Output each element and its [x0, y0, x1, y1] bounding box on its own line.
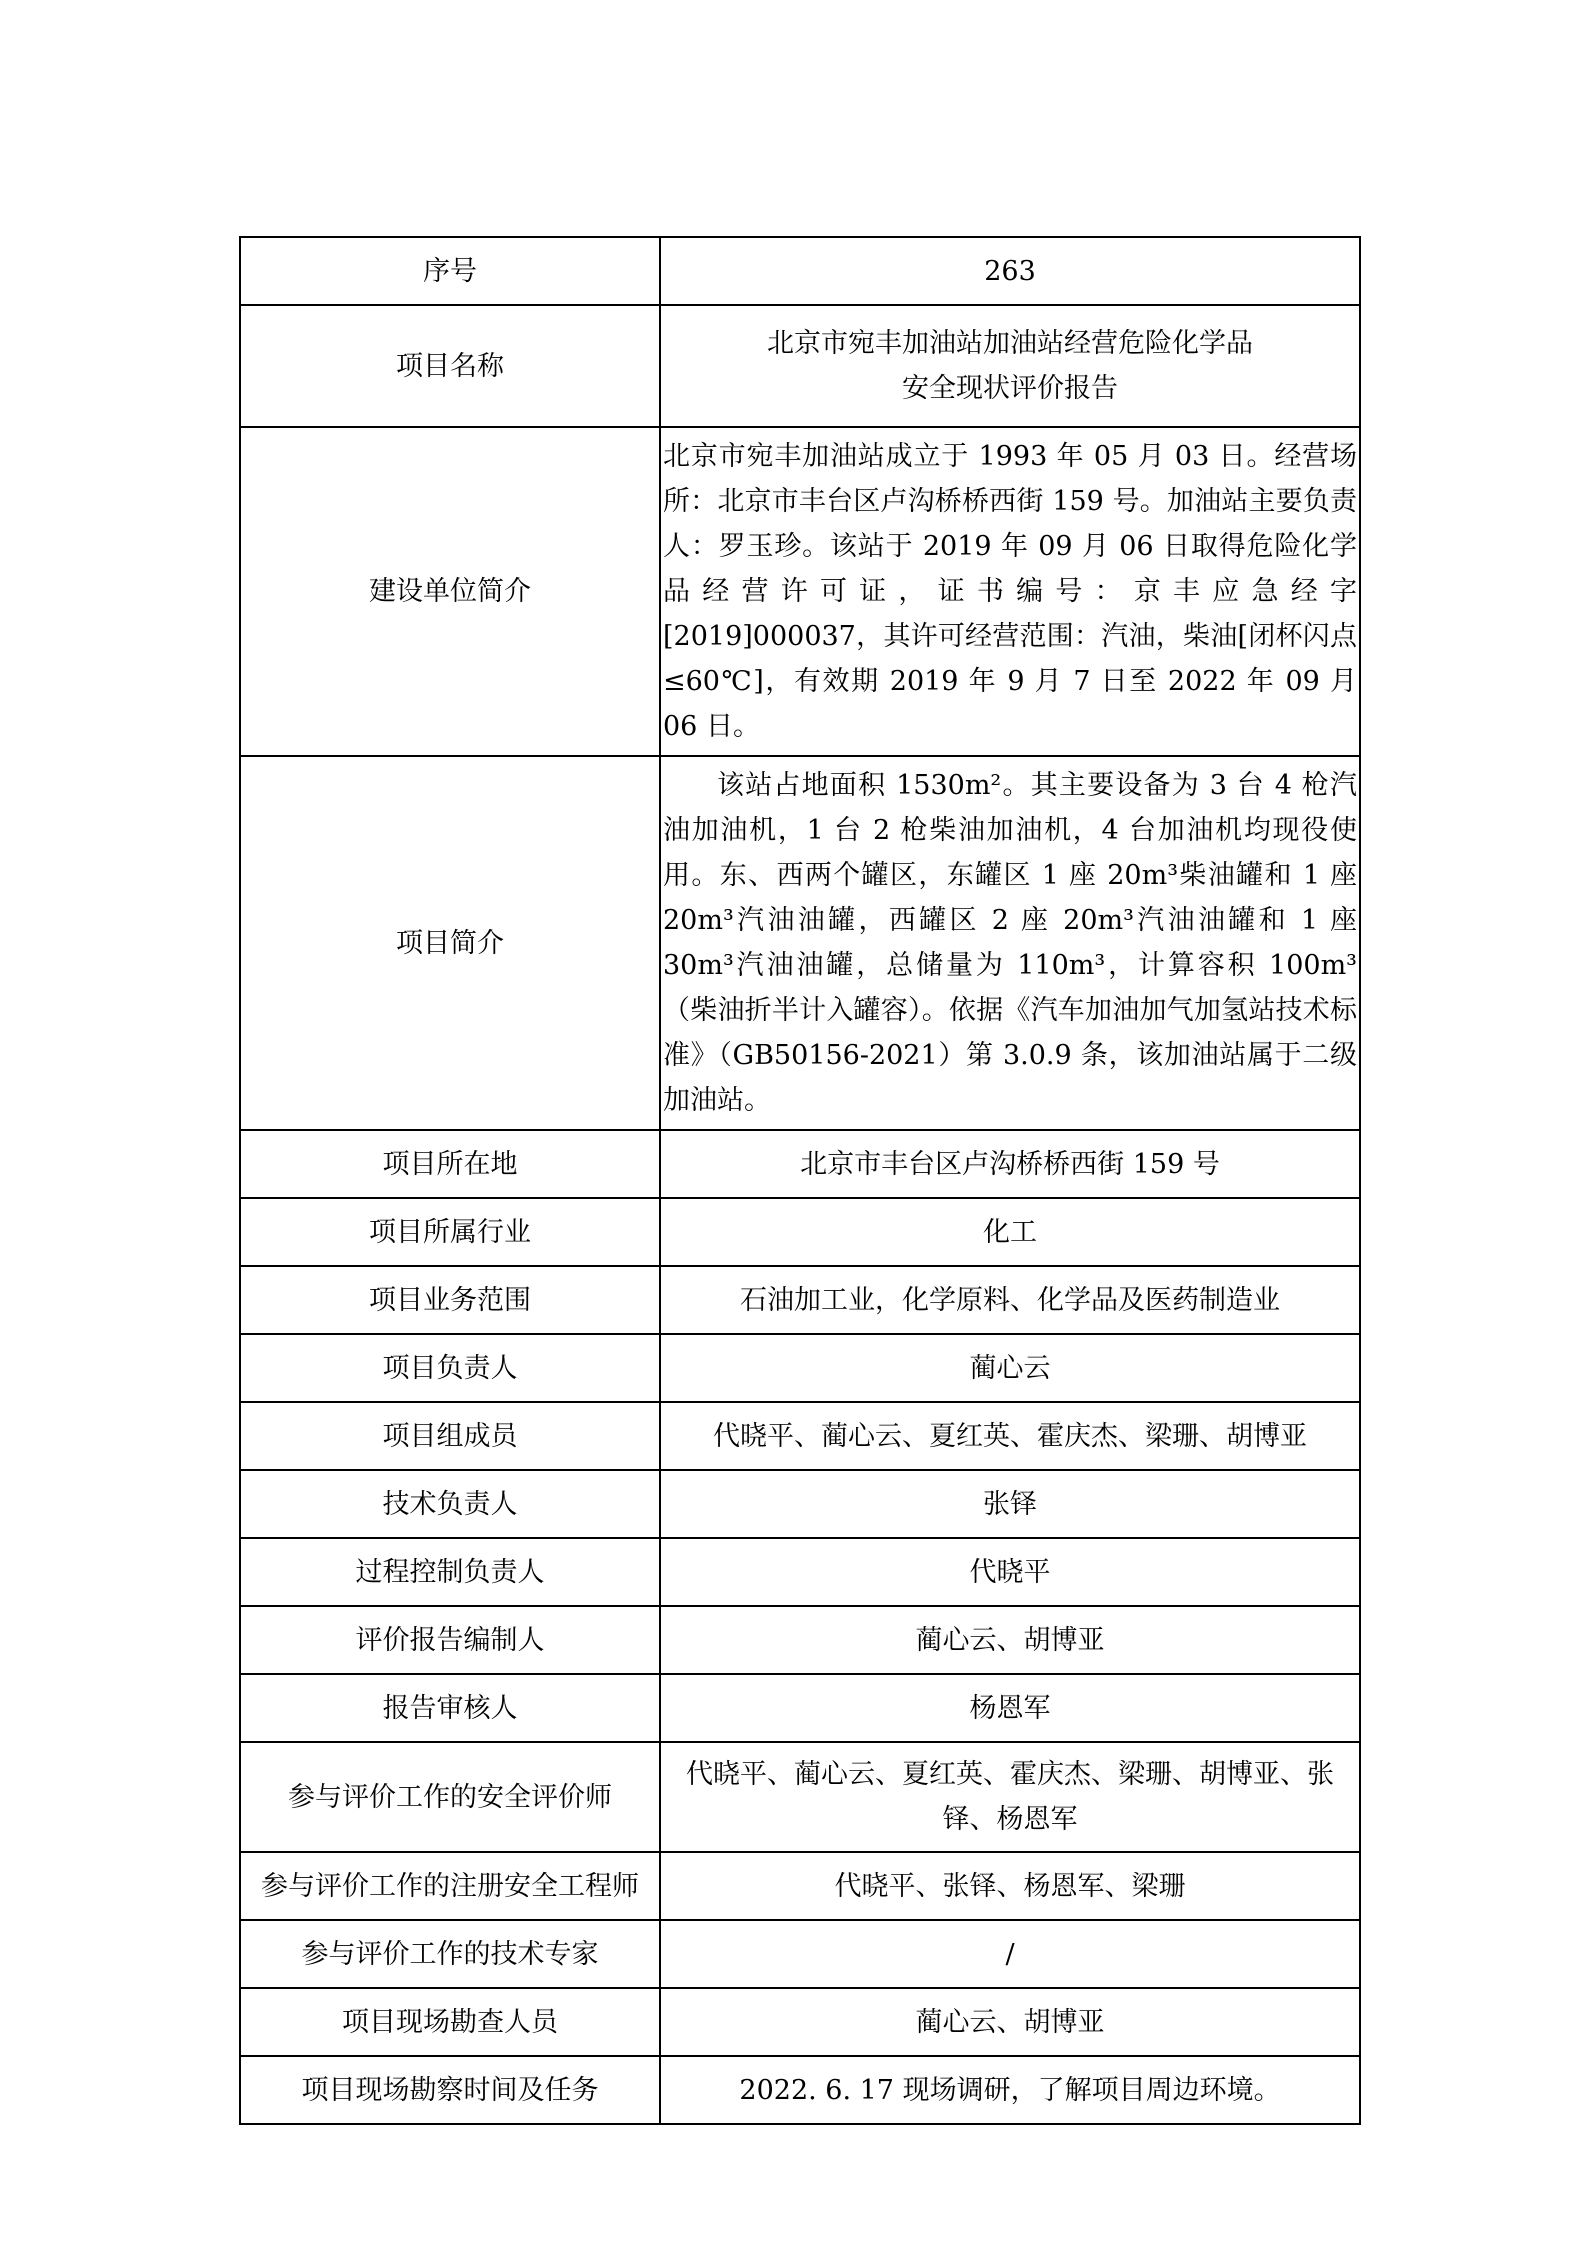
- row-label: 评价报告编制人: [240, 1606, 660, 1674]
- row-label: 参与评价工作的安全评价师: [240, 1742, 660, 1852]
- table-row: [240, 237, 1360, 305]
- table-row: [240, 1334, 1360, 1402]
- table-row: [240, 1988, 1360, 2056]
- row-label: 项目组成员: [240, 1402, 660, 1470]
- row-value: 张铎: [660, 1470, 1360, 1538]
- row-value: 代晓平、张铎、杨恩军、梁珊: [660, 1852, 1360, 1920]
- table-row: [240, 1606, 1360, 1674]
- table-row: [240, 1674, 1360, 1742]
- project-info-table: [239, 236, 1361, 2125]
- row-value: 蔺心云、胡博亚: [660, 1988, 1360, 2056]
- row-label: 项目现场勘查人员: [240, 1988, 660, 2056]
- row-value: 北京市宛丰加油站成立于 1993 年 05 月 03 日。经营场所：北京市丰台区卢沟桥桥西街 159 号。加油站主要负责人：罗玉珍。该站于 2019 年 09 月 06 日取得危险化学品经营许可证，证书编号：京丰应急经字[2019]000037，其许可经营范围：汽油，柴油[闭杯闪点≤60℃]，有效期 2019 年 9 月 7 日至 2022 年 09 月 06 日。: [660, 427, 1360, 756]
- row-value: 蔺心云、胡博亚: [660, 1606, 1360, 1674]
- row-value: 蔺心云: [660, 1334, 1360, 1402]
- project-name-cell: [660, 305, 1360, 427]
- row-value: 代晓平: [660, 1538, 1360, 1606]
- table-row: [240, 1402, 1360, 1470]
- table-row: [240, 756, 1360, 1130]
- row-value: 北京市丰台区卢沟桥桥西街 159 号: [660, 1130, 1360, 1198]
- row-value: 该站占地面积 1530m²。其主要设备为 3 台 4 枪汽油加油机，1 台 2 枪柴油加油机，4 台加油机均现役使用。东、西两个罐区，东罐区 1 座 20m³柴油罐和 1 座 20m³汽油油罐，西罐区 2 座 20m³汽油油罐和 1 座 30m³汽油油罐，总储量为 110m³，计算容积 100m³（柴油折半计入罐容）。依据《汽车加油加气加氢站技术标准》（GB50156-2021）第 3.0.9 条，该加油站属于二级加油站。: [660, 756, 1360, 1130]
- row-label: 项目名称: [240, 305, 660, 427]
- row-label: 项目业务范围: [240, 1266, 660, 1334]
- row-value: 263: [660, 237, 1360, 305]
- row-label: 项目简介: [240, 756, 660, 1130]
- table-row: [240, 1920, 1360, 1988]
- table-row: [240, 305, 1360, 427]
- table-row: [240, 1538, 1360, 1606]
- row-label: 报告审核人: [240, 1674, 660, 1742]
- row-value: /: [660, 1920, 1360, 1988]
- row-value: 代晓平、蔺心云、夏红英、霍庆杰、梁珊、胡博亚: [660, 1402, 1360, 1470]
- row-value: 化工: [660, 1198, 1360, 1266]
- row-label: 参与评价工作的注册安全工程师: [240, 1852, 660, 1920]
- row-label: 序号: [240, 237, 660, 305]
- row-label: 项目负责人: [240, 1334, 660, 1402]
- project-name-line-2: 安全现状评价报告: [902, 373, 1118, 404]
- row-label: 项目所在地: [240, 1130, 660, 1198]
- row-value: 石油加工业，化学原料、化学品及医药制造业: [660, 1266, 1360, 1334]
- row-label: 项目现场勘察时间及任务: [240, 2056, 660, 2124]
- row-value: 代晓平、蔺心云、夏红英、霍庆杰、梁珊、胡博亚、张铎、杨恩军: [660, 1742, 1360, 1852]
- table-row: [240, 1852, 1360, 1920]
- row-label: 项目所属行业: [240, 1198, 660, 1266]
- row-label: 参与评价工作的技术专家: [240, 1920, 660, 1988]
- row-value: 杨恩军: [660, 1674, 1360, 1742]
- table-row: [240, 1130, 1360, 1198]
- project-name-line-1: 北京市宛丰加油站加油站经营危险化学品: [767, 328, 1253, 359]
- table-row: [240, 1742, 1360, 1852]
- row-label: 建设单位简介: [240, 427, 660, 756]
- row-value: 2022. 6. 17 现场调研，了解项目周边环境。: [660, 2056, 1360, 2124]
- row-label: 技术负责人: [240, 1470, 660, 1538]
- table-row: [240, 1470, 1360, 1538]
- table-row: [240, 2056, 1360, 2124]
- table-row: [240, 1198, 1360, 1266]
- row-label: 过程控制负责人: [240, 1538, 660, 1606]
- table-row: [240, 1266, 1360, 1334]
- table-row: [240, 427, 1360, 756]
